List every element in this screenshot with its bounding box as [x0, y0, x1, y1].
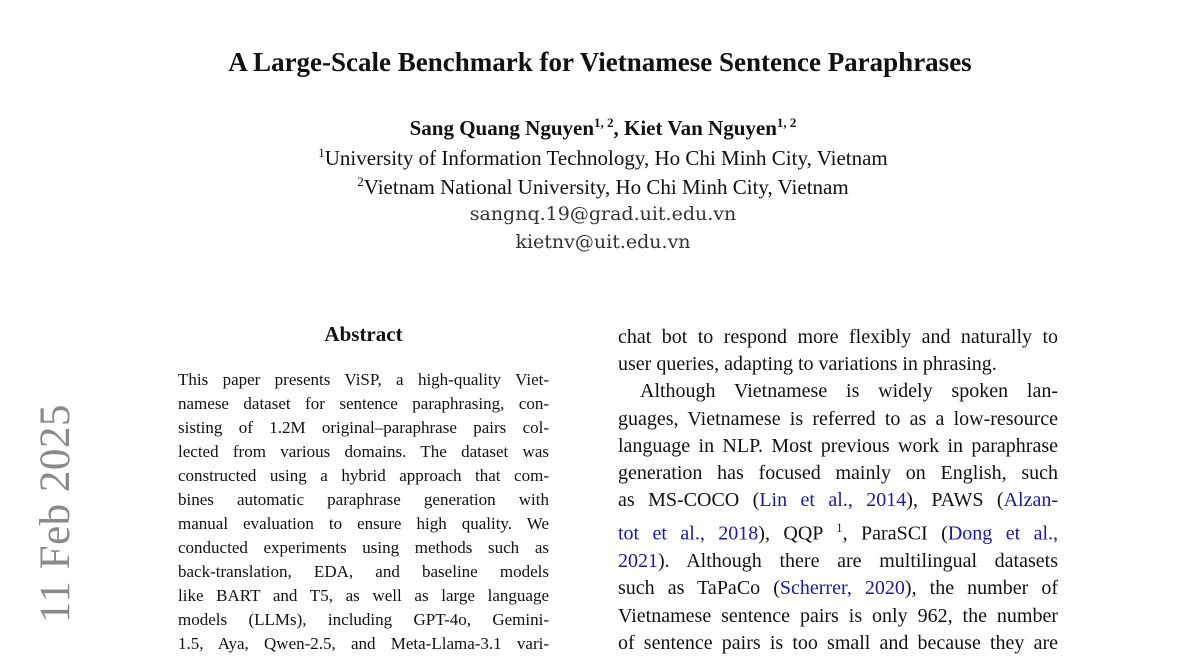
- citation-link[interactable]: 2021: [618, 550, 658, 573]
- citation-link[interactable]: tot et al., 2018: [618, 523, 759, 546]
- text-run: ). Although there are multilingual datasets: [658, 550, 1058, 573]
- affiliation-text: Vietnam National University, Ho Chi Minh City, Vietnam: [363, 175, 849, 199]
- affiliation-mark: 1: [318, 145, 325, 160]
- text-run: such as TaPaCo (: [618, 577, 780, 600]
- arxiv-date-text: 11 Feb 2025: [32, 404, 79, 623]
- body-line: language in NLP. Most previous work in paraphrase: [618, 434, 1058, 457]
- body-line: [618, 487, 1058, 514]
- body-line: generation has focused mainly on English, such: [618, 462, 1058, 485]
- text-run: , ParaSCI (: [842, 523, 948, 546]
- body-line: Although Vietnamese is widely spoken lan-: [640, 380, 1058, 403]
- body-line: guages, Vietnamese is referred to as a low-resource: [618, 407, 1058, 430]
- affiliation-1: [0, 145, 1200, 171]
- abstract-line: This paper presents ViSP, a high-quality Viet-: [178, 370, 549, 389]
- email-1[interactable]: sangnq.19@grad.uit.edu.vn: [469, 203, 737, 225]
- affiliation-mark: 2: [357, 174, 364, 189]
- author-affil-marks: 1, 2: [776, 115, 797, 130]
- citation-link[interactable]: Scherrer, 2020: [779, 577, 905, 600]
- text-run: as MS-COCO (: [618, 489, 760, 512]
- author-name: Sang Quang Nguyen: [409, 116, 595, 140]
- footnote-link[interactable]: 1: [836, 520, 843, 536]
- author-affil-marks: 1, 2: [594, 115, 614, 130]
- abstract-heading: Abstract: [324, 322, 403, 346]
- abstract-line: sisting of 1.2M original–paraphrase pairs col-: [178, 418, 549, 437]
- abstract-line: constructed using a hybrid approach that com-: [178, 466, 549, 485]
- citation-link[interactable]: Dong et al.,: [947, 523, 1058, 546]
- affiliation-2: [0, 174, 1200, 200]
- author-list: [0, 115, 1200, 141]
- body-line: of sentence pairs is too small and because they are: [618, 631, 1058, 654]
- abstract-line: manual evaluation to ensure high quality. We: [178, 514, 549, 533]
- abstract-line: conducted experiments using methods such as: [178, 538, 549, 557]
- citation-link[interactable]: Lin et al., 2014: [759, 489, 907, 512]
- abstract-line: namese dataset for sentence paraphrasing, con-: [178, 394, 549, 413]
- abstract-line: lected from various domains. The dataset was: [178, 442, 549, 461]
- abstract-line: bines automatic paraphrase generation with: [178, 490, 549, 509]
- body-line: [618, 514, 1058, 548]
- author-separator: ,: [613, 116, 625, 140]
- body-line: chat bot to respond more flexibly and naturally to: [618, 326, 1058, 348]
- text-run: ), PAWS (: [906, 489, 1004, 512]
- abstract-line: 1.5, Aya, Qwen-2.5, and Meta-Llama-3.1 vari-: [178, 634, 549, 653]
- body-line: Vietnamese sentence pairs is only 962, the number: [618, 604, 1058, 627]
- arxiv-date-stamp: [28, 404, 79, 625]
- text-run: ), the number of: [904, 577, 1058, 600]
- paper-title: A Large-Scale Benchmark for Vietnamese Sentence Paraphrases: [228, 47, 972, 77]
- body-line: [618, 575, 1058, 602]
- abstract-line: back-translation, EDA, and baseline models: [178, 562, 549, 581]
- text-run: ), QQP: [758, 523, 837, 546]
- citation-link[interactable]: Alzan-: [1003, 489, 1059, 512]
- author-name: Kiet Van Nguyen: [624, 116, 777, 140]
- body-line: [618, 548, 1058, 575]
- body-line: user queries, adapting to variations in phrasing.: [618, 353, 997, 376]
- intro-paragraph: [618, 324, 1058, 657]
- abstract-line: models (LLMs), including GPT-4o, Gemini-: [178, 610, 549, 629]
- abstract-text: [178, 368, 549, 656]
- email-2[interactable]: kietnv@uit.edu.vn: [515, 231, 691, 253]
- affiliation-text: University of Information Technology, Ho Chi Minh City, Vietnam: [324, 146, 888, 170]
- abstract-line: like BART and T5, as well as large language: [178, 586, 549, 605]
